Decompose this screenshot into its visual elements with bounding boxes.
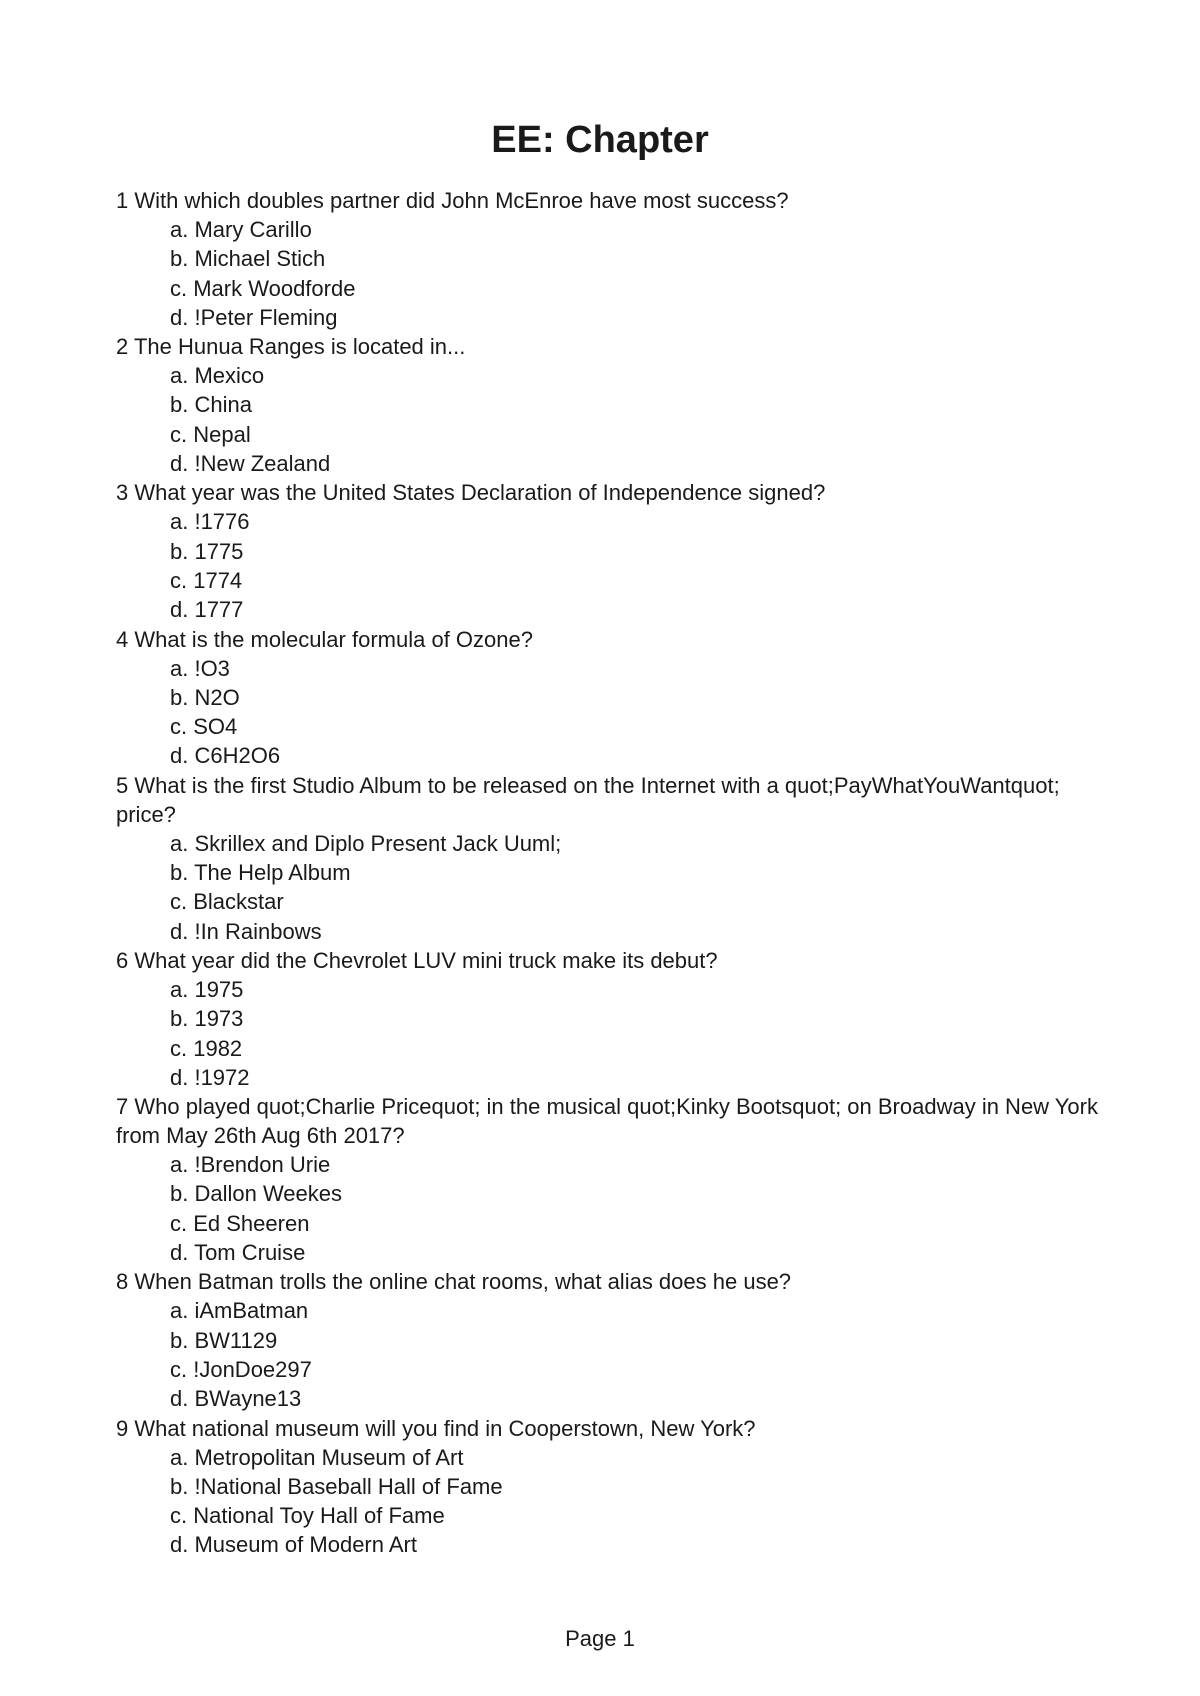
question-text: 7 Who played quot;Charlie Pricequot; in the musical quot;Kinky Bootsquot; on Broadway in New York from May 26th Aug 6th 2017? [116,1094,1098,1149]
answer-option: d. C6H2O6 [170,743,281,769]
question-text: 2 The Hunua Ranges is located in... [116,334,466,360]
option-list [116,1443,1116,1560]
question [116,1092,1116,1267]
question [116,1414,1116,1560]
answer-option: d. !New Zealand [170,451,331,477]
answer-option: c. Mark Woodforde [170,275,356,301]
answer-option: a. iAmBatman [170,1298,309,1324]
answer-option: c. !JonDoe297 [170,1356,312,1382]
question [116,186,1116,332]
answer-option: c. Blackstar [170,889,284,915]
question-text: 6 What year did the Chevrolet LUV mini truck make its debut? [116,947,718,973]
answer-option: d. !In Rainbows [170,918,322,944]
question [116,771,1116,946]
answer-option: c. Ed Sheeren [170,1210,310,1236]
question-list [116,186,1116,1560]
answer-option: a. !Brendon Urie [170,1152,331,1178]
question-text: 3 What year was the United States Declaration of Independence signed? [116,480,826,506]
question-text: 9 What national museum will you find in Cooperstown, New York? [116,1415,756,1441]
answer-option: a. Metropolitan Museum of Art [170,1444,464,1470]
answer-option: d. Tom Cruise [170,1240,306,1266]
answer-option: c. 1774 [170,567,243,593]
answer-option: b. China [170,392,252,418]
question-text: 4 What is the molecular formula of Ozone? [116,626,533,652]
question [116,478,1116,624]
answer-option: b. 1775 [170,538,244,564]
answer-option: b. !National Baseball Hall of Fame [170,1473,503,1499]
option-list [116,975,1116,1092]
answer-option: c. National Toy Hall of Fame [170,1503,445,1529]
option-list [116,215,1116,332]
answer-option: d. !Peter Fleming [170,304,338,330]
answer-option: c. SO4 [170,714,238,740]
answer-option: a. 1975 [170,976,244,1002]
option-list [116,507,1116,624]
answer-option: c. Nepal [170,421,251,447]
option-list [116,829,1116,946]
answer-option: b. Michael Stich [170,246,326,272]
option-list [116,1150,1116,1267]
question-text: 5 What is the first Studio Album to be released on the Internet with a quot;PayWhatYouWantquot; price? [116,772,1060,827]
question [116,1267,1116,1413]
answer-option: b. 1973 [170,1006,244,1032]
answer-option: d. 1777 [170,597,244,623]
answer-option: b. The Help Album [170,860,351,886]
question-text: 1 With which doubles partner did John McEnroe have most success? [116,188,789,213]
option-list [116,361,1116,478]
question-text: 8 When Batman trolls the online chat rooms, what alias does he use? [116,1269,792,1295]
answer-option: a. Mary Carillo [170,217,312,242]
page-number: Page 1 [565,1626,635,1651]
option-list [116,1296,1116,1413]
answer-option: a. Mexico [170,363,265,389]
answer-option: a. Skrillex and Diplo Present Jack Uuml; [170,830,562,856]
question [116,625,1116,771]
page-title: EE: Chapter [491,119,709,161]
answer-option: d. !1972 [170,1064,250,1090]
option-list [116,654,1116,771]
answer-option: a. !1776 [170,509,250,535]
answer-option: b. N2O [170,684,240,710]
answer-option: a. !O3 [170,655,230,681]
question [116,946,1116,1092]
question [116,332,1116,478]
answer-option: d. BWayne13 [170,1386,302,1412]
answer-option: b. BW1129 [170,1327,278,1353]
answer-option: c. 1982 [170,1035,243,1061]
answer-option: b. Dallon Weekes [170,1181,343,1207]
answer-option: d. Museum of Modern Art [170,1532,417,1558]
